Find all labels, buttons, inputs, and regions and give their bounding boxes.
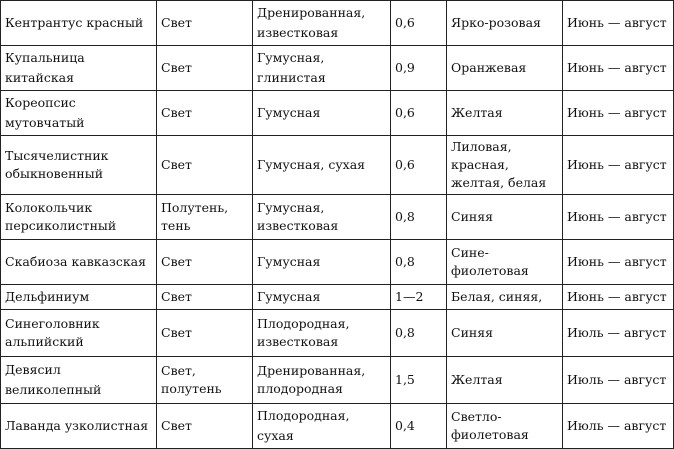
bloom-period: Июнь — август	[563, 240, 674, 285]
plant-height: 0,8	[391, 195, 447, 240]
light-requirement: Свет	[157, 310, 253, 357]
light-requirement: Свет	[157, 91, 253, 136]
plant-name: Купальница китайская	[1, 46, 157, 91]
plant-name: Кореопсис мутовчатый	[1, 91, 157, 136]
soil-type: Гумусная	[253, 285, 391, 310]
table-row	[1, 310, 674, 357]
plant-height: 0,6	[391, 136, 447, 195]
bloom-period: Июнь — август	[563, 136, 674, 195]
table-row	[1, 136, 674, 195]
table-row	[1, 1, 674, 46]
plant-height: 0,8	[391, 240, 447, 285]
soil-type: Гумусная, известковая	[253, 195, 391, 240]
flower-color: Оранжевая	[447, 46, 563, 91]
light-requirement: Свет	[157, 404, 253, 449]
soil-type: Дренированная, плодородная	[253, 357, 391, 404]
flower-color: Синяя	[447, 310, 563, 357]
plant-height: 0,4	[391, 404, 447, 449]
flower-color: Желтая	[447, 357, 563, 404]
table-row	[1, 285, 674, 310]
bloom-period: Июль — август	[563, 404, 674, 449]
soil-type: Гумусная	[253, 240, 391, 285]
soil-type: Гумусная, сухая	[253, 136, 391, 195]
bloom-period: Июнь — август	[563, 1, 674, 46]
bloom-period: Июль — август	[563, 310, 674, 357]
plant-name: Кентрантус красный	[1, 1, 157, 46]
plant-name: Лаванда узколистная	[1, 404, 157, 449]
plant-name: Скабиоза кавказская	[1, 240, 157, 285]
plant-height: 1,5	[391, 357, 447, 404]
table-row	[1, 195, 674, 240]
flower-color: Синяя	[447, 195, 563, 240]
plant-height: 0,6	[391, 1, 447, 46]
plant-name: Девясил великолепный	[1, 357, 157, 404]
light-requirement: Свет	[157, 46, 253, 91]
flower-color: Сине-фиолетовая	[447, 240, 563, 285]
plant-height: 1—2	[391, 285, 447, 310]
table-row	[1, 91, 674, 136]
flower-color: Желтая	[447, 91, 563, 136]
soil-type: Дренированная, известковая	[253, 1, 391, 46]
plant-name: Синеголовник альпийский	[1, 310, 157, 357]
bloom-period: Июнь — август	[563, 285, 674, 310]
light-requirement: Свет	[157, 136, 253, 195]
table-row	[1, 46, 674, 91]
table-row	[1, 404, 674, 449]
light-requirement: Свет	[157, 1, 253, 46]
table-row	[1, 240, 674, 285]
bloom-period: Июль — август	[563, 357, 674, 404]
soil-type: Гумусная	[253, 91, 391, 136]
flower-color: Лиловая, красная, желтая, белая	[447, 136, 563, 195]
soil-type: Гумусная, глинистая	[253, 46, 391, 91]
table-row	[1, 357, 674, 404]
plant-height: 0,9	[391, 46, 447, 91]
light-requirement: Свет	[157, 285, 253, 310]
light-requirement: Свет	[157, 240, 253, 285]
soil-type: Плодородная, известковая	[253, 310, 391, 357]
bloom-period: Июнь — август	[563, 46, 674, 91]
light-requirement: Полутень, тень	[157, 195, 253, 240]
soil-type: Плодородная, сухая	[253, 404, 391, 449]
plant-name: Колокольчик персиколистный	[1, 195, 157, 240]
light-requirement: Свет, полутень	[157, 357, 253, 404]
bloom-period: Июнь — август	[563, 195, 674, 240]
plant-height: 0,8	[391, 310, 447, 357]
flower-color: Белая, синяя,	[447, 285, 563, 310]
flower-color: Ярко-розовая	[447, 1, 563, 46]
plant-height: 0,6	[391, 91, 447, 136]
bloom-period: Июнь — август	[563, 91, 674, 136]
flower-color: Светло-фиолетовая	[447, 404, 563, 449]
plant-name: Дельфиниум	[1, 285, 157, 310]
plant-name: Тысячелистник обыкновенный	[1, 136, 157, 195]
